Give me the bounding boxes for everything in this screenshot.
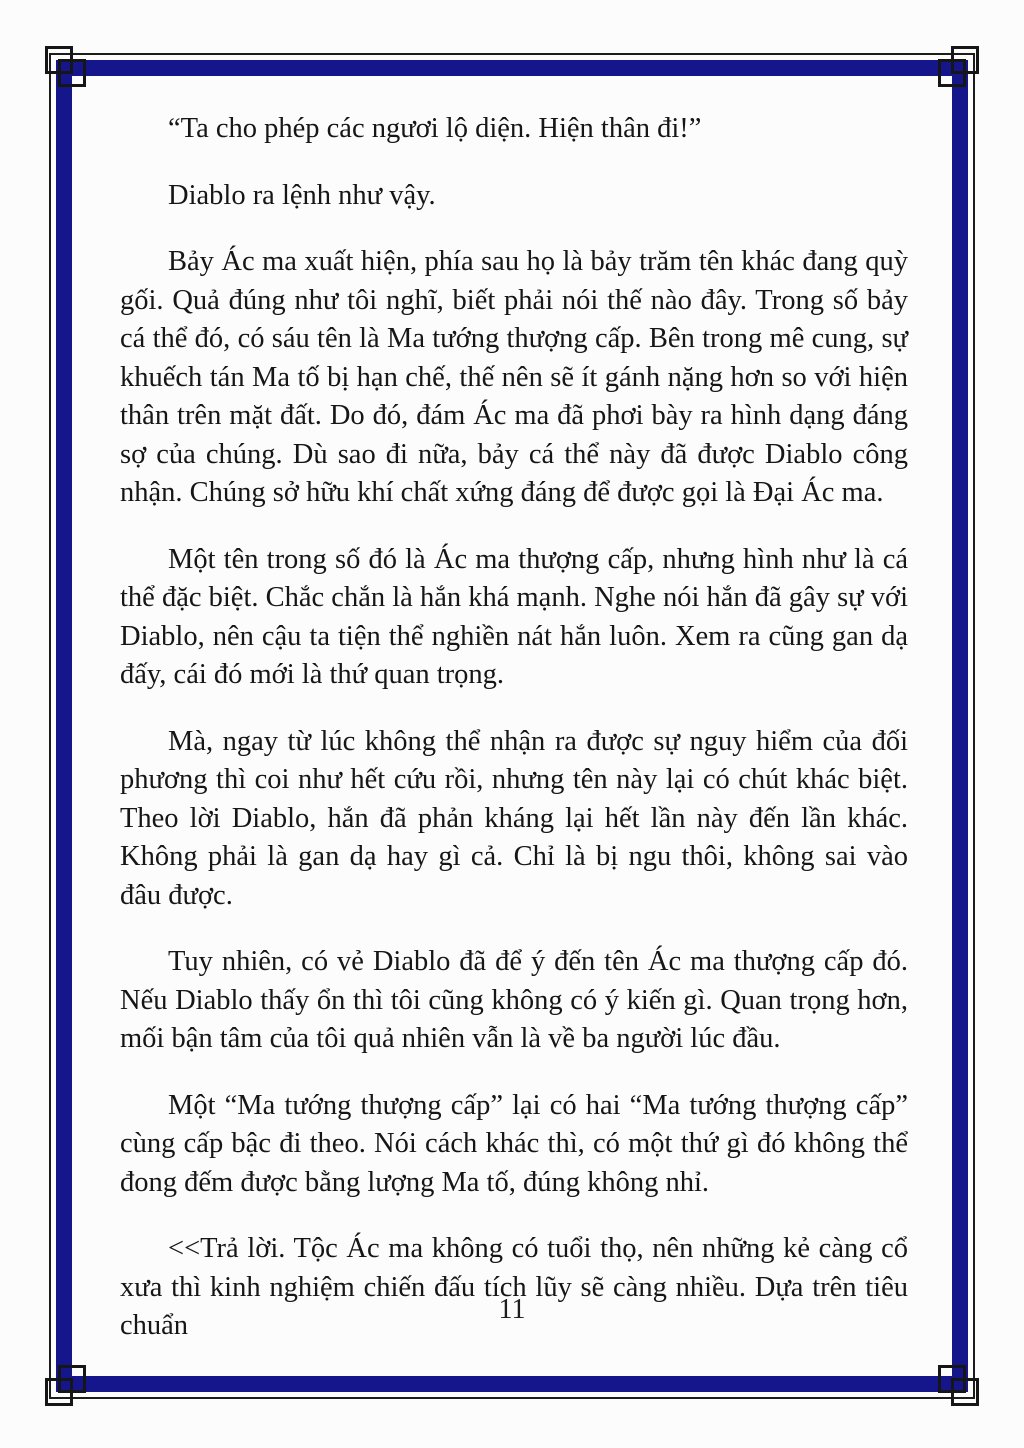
corner-ornament-bottom-right-inner — [938, 1365, 966, 1393]
paragraph: <<Trả lời. Tộc Ác ma không có tuổi thọ, nên những kẻ càng cổ xưa thì kinh nghiệm chiến đấu tích lũy sẽ càng nhiều. Dựa trên tiêu chuẩn — [120, 1233, 908, 1341]
paragraph: Tuy nhiên, có vẻ Diablo đã để ý đến tên Ác ma thượng cấp đó. Nếu Diablo thấy ổn thì tôi cũng không có ý kiến gì. Quan trọng hơn, mối bận tâm của tôi quả nhiên vẫn là về ba người lúc đầu. — [120, 946, 908, 1054]
paragraph: Một “Ma tướng thượng cấp” lại có hai “Ma tướng thượng cấp” cùng cấp bậc đi theo. Nói cách khác thì, có một thứ gì đó không thể đong đếm được bằng lượng Ma tố, đúng không nhỉ. — [120, 1089, 908, 1198]
paragraph: Diablo ra lệnh như vậy. — [168, 179, 436, 211]
paragraph: Bảy Ác ma xuất hiện, phía sau họ là bảy trăm tên khác đang quỳ gối. Quả đúng như tôi nghĩ, biết phải nói thế nào đây. Trong số bảy cá thể đó, có sáu tên là Ma tướng thượng cấp. Bên trong mê cung, sự khuếch tán Ma tố bị hạn chế, thế nên sẽ ít gánh nặng hơn so với hiện thân trên mặt đất. Do đó, đám Ác ma đã phơi bày ra hình dạng đáng sợ của chúng. Dù sao đi nữa, bảy cá thể này đã được Diablo công nhận. Chúng sở hữu khí chất xứng đáng để được gọi là Đại Ác ma. — [120, 246, 908, 508]
corner-ornament-top-left-inner — [58, 59, 86, 87]
paragraph: Mà, ngay từ lúc không thể nhận ra được sự nguy hiểm của đối phương thì coi như hết cứu rồi, nhưng tên này lại có chút khác biệt. Theo lời Diablo, hắn đã phản kháng lại hết lần này đến lần khác. Không phải là gan dạ hay gì cả. Chỉ là bị ngu thôi, không sai vào đâu được. — [120, 725, 908, 911]
dialogue-line: “Ta cho phép các ngươi lộ diện. Hiện thân đi!” — [168, 113, 702, 144]
page-number: 11 — [498, 1294, 526, 1325]
page-text-block — [120, 110, 908, 1374]
corner-ornament-bottom-left-inner — [58, 1365, 86, 1393]
paragraph: Một tên trong số đó là Ác ma thượng cấp, nhưng hình như là cá thể đặc biệt. Chắc chắn là hắn khá mạnh. Nghe nói hắn đã gây sự với Diablo, nên cậu ta tiện thể nghiền nát hắn luôn. Xem ra cũng gan dạ đấy, cái đó mới là thứ quan trọng. — [120, 543, 908, 690]
corner-ornament-top-right-inner — [938, 59, 966, 87]
